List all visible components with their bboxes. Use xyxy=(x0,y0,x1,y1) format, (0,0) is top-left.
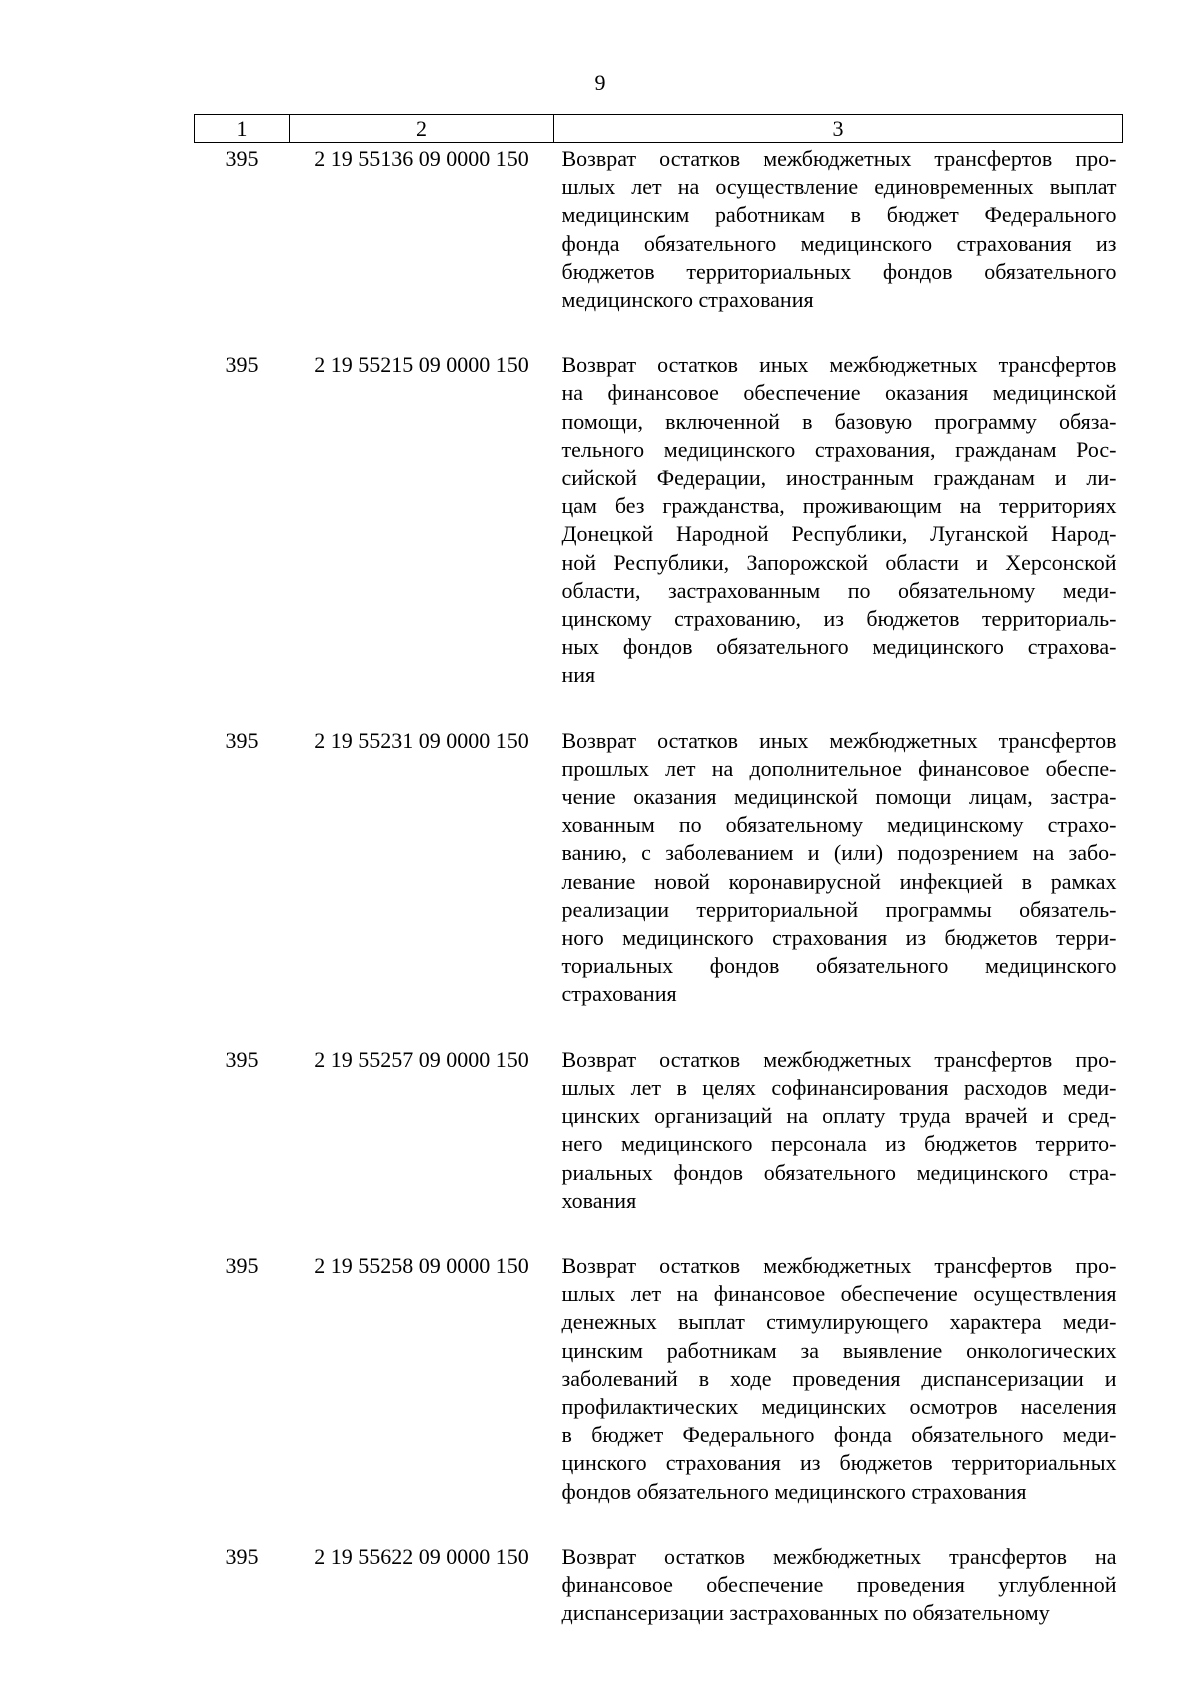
description-line: Возврат остатков иных межбюджетных трансфертов xyxy=(561,352,1117,378)
budget-code-cell: 2 19 55231 09 0000 150 xyxy=(314,727,529,753)
budget-code-cell: 2 19 55258 09 0000 150 xyxy=(314,1252,529,1278)
description-line: ванию, с заболеванием и (или) подозрением на забо- xyxy=(561,840,1117,866)
description-line: профилактических медицинских осмотров населения xyxy=(561,1393,1117,1419)
description-line: цинскому страхованию, из бюджетов территориаль- xyxy=(561,606,1117,632)
admin-code-cell: 395 xyxy=(225,1543,259,1569)
description-line: Возврат остатков межбюджетных трансфертов на xyxy=(561,1543,1117,1569)
description-line: денежных выплат стимулирующего характера меди- xyxy=(561,1309,1117,1335)
description-line: на финансовое обеспечение оказания медицинской xyxy=(561,380,1117,406)
table-header-row xyxy=(195,115,1123,143)
description-line: шлых лет на финансовое обеспечение осуществления xyxy=(561,1281,1117,1307)
admin-code-cell: 395 xyxy=(225,1252,259,1278)
description-line: шлых лет в целях софинансирования расходов меди- xyxy=(561,1074,1117,1100)
description-line: хования xyxy=(561,1187,637,1213)
description-line: диспансеризации застрахованных по обязательному xyxy=(561,1600,1050,1626)
page-number: 9 xyxy=(594,70,606,95)
description-line: Возврат остатков межбюджетных трансфертов про- xyxy=(561,1252,1117,1278)
budget-codes-table xyxy=(194,114,1123,1627)
description-line: цам без гражданства, проживающим на территориях xyxy=(561,493,1117,519)
description-line: Возврат остатков межбюджетных трансфертов про- xyxy=(561,146,1117,171)
description-line: левание новой коронавирусной инфекцией в рамках xyxy=(561,868,1117,894)
table-body xyxy=(195,143,1123,1628)
admin-code-cell: 395 xyxy=(225,727,259,753)
description-line: фонда обязательного медицинского страхования из xyxy=(561,230,1117,256)
description-line: заболеваний в ходе проведения диспансеризации и xyxy=(561,1365,1117,1391)
description-line: области, застрахованным по обязательному меди- xyxy=(561,577,1117,603)
description-line: ных фондов обязательного медицинского страхова- xyxy=(561,634,1117,660)
description-cell xyxy=(554,727,1123,1046)
table-row xyxy=(195,1252,1123,1543)
admin-code-cell: 395 xyxy=(225,1046,259,1072)
description-line: реализации территориальной программы обязатель- xyxy=(561,896,1117,922)
admin-code-cell: 395 xyxy=(225,352,259,378)
budget-code-cell: 2 19 55215 09 0000 150 xyxy=(314,352,529,378)
table-row xyxy=(195,143,1123,352)
description-line: прошлых лет на дополнительное финансовое обеспе- xyxy=(561,755,1117,781)
description-line: помощи, включенной в базовую программу обяза- xyxy=(561,408,1117,434)
description-line: ного медицинского страхования из бюджетов терри- xyxy=(561,925,1117,951)
budget-code-cell: 2 19 55136 09 0000 150 xyxy=(314,146,529,171)
description-cell xyxy=(554,1046,1123,1252)
description-line: цинским работникам за выявление онкологических xyxy=(561,1337,1117,1363)
admin-code-cell: 395 xyxy=(225,146,259,171)
description-line: тельного медицинского страхования, гражданам Рос- xyxy=(561,436,1117,462)
description-line: медицинского страхования xyxy=(561,287,814,313)
description-line: чение оказания медицинской помощи лицам, застра- xyxy=(561,784,1117,810)
description-line: ториальных фондов обязательного медицинского xyxy=(561,953,1117,979)
description-line: фондов обязательного медицинского страхования xyxy=(561,1478,1027,1504)
description-line: шлых лет на осуществление единовременных выплат xyxy=(561,174,1117,200)
description-line: в бюджет Федерального фонда обязательного меди- xyxy=(561,1422,1117,1448)
description-cell xyxy=(554,351,1123,726)
description-line: цинских организаций на оплату труда врачей и сред- xyxy=(561,1103,1117,1129)
description-line: бюджетов территориальных фондов обязательного xyxy=(561,258,1117,284)
table-row xyxy=(195,1046,1123,1252)
budget-code-cell: 2 19 55257 09 0000 150 xyxy=(314,1046,529,1072)
description-line: него медицинского персонала из бюджетов террито- xyxy=(561,1131,1117,1157)
description-line: ной Республики, Запорожской области и Херсонской xyxy=(561,549,1117,575)
table-row xyxy=(195,727,1123,1046)
description-cell xyxy=(554,1543,1123,1628)
description-line: хованным по обязательному медицинскому страхо- xyxy=(561,812,1117,838)
description-cell xyxy=(554,1252,1123,1543)
budget-code-cell: 2 19 55622 09 0000 150 xyxy=(314,1543,529,1569)
table-row xyxy=(195,1543,1123,1628)
description-line: Возврат остатков иных межбюджетных трансфертов xyxy=(561,727,1117,753)
description-line: страхования xyxy=(561,981,677,1007)
description-line: Донецкой Народной Республики, Луганской Народ- xyxy=(561,521,1117,547)
column-header-2: 2 xyxy=(290,115,554,143)
description-line: Возврат остатков межбюджетных трансфертов про- xyxy=(561,1046,1117,1072)
table-row xyxy=(195,351,1123,726)
description-line: ния xyxy=(561,662,596,688)
column-header-1: 1 xyxy=(195,115,290,143)
description-line: сийской Федерации, иностранным гражданам и ли- xyxy=(561,465,1117,491)
description-line: медицинским работникам в бюджет Федерального xyxy=(561,202,1117,228)
description-line: риальных фондов обязательного медицинского стра- xyxy=(561,1159,1117,1185)
column-header-3: 3 xyxy=(554,115,1123,143)
description-line: цинского страхования из бюджетов территориальных xyxy=(561,1450,1117,1476)
description-line: финансовое обеспечение проведения углубленной xyxy=(561,1571,1117,1597)
description-cell xyxy=(554,143,1123,352)
